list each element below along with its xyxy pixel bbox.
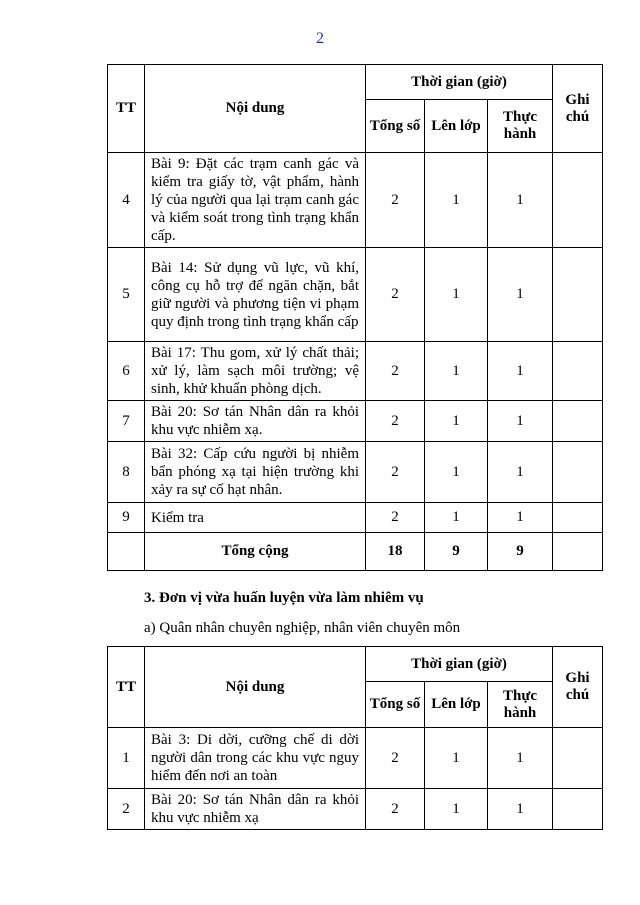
training-schedule-table-2	[107, 646, 603, 830]
row-thuc-hanh: 1	[488, 248, 553, 342]
row-ghi-chu	[553, 728, 603, 789]
total-blank	[108, 533, 145, 571]
header-tong-so: Tổng số	[366, 682, 425, 728]
table-row	[108, 401, 603, 442]
table-row	[108, 153, 603, 248]
row-tt: 8	[108, 442, 145, 503]
row-ghi-chu	[553, 789, 603, 830]
row-tong-so: 2	[366, 153, 425, 248]
row-tong-so: 2	[366, 401, 425, 442]
row-len-lop: 1	[425, 442, 488, 503]
header-tt: TT	[108, 65, 145, 153]
row-ghi-chu	[553, 153, 603, 248]
row-tong-so: 2	[366, 728, 425, 789]
row-content: Bài 20: Sơ tán Nhân dân ra khỏi khu vực nhiễm xạ.	[145, 401, 366, 442]
row-content: Bài 14: Sử dụng vũ lực, vũ khí, công cụ hỗ trợ để ngăn chặn, bắt giữ người và phương tiện vi phạm quy định trong tình trạng khẩn cấp	[145, 248, 366, 342]
table-row	[108, 342, 603, 401]
row-content: Bài 20: Sơ tán Nhân dân ra khỏi khu vực nhiễm xạ	[145, 789, 366, 830]
row-tt: 6	[108, 342, 145, 401]
row-thuc-hanh: 1	[488, 442, 553, 503]
row-content: Bài 17: Thu gom, xử lý chất thải; xử lý, làm sạch môi trường; vệ sinh, khử khuẩn phòng dịch.	[145, 342, 366, 401]
table-row	[108, 728, 603, 789]
row-thuc-hanh: 1	[488, 153, 553, 248]
row-thuc-hanh: 1	[488, 728, 553, 789]
row-tong-so: 2	[366, 342, 425, 401]
row-len-lop: 1	[425, 789, 488, 830]
row-tong-so: 2	[366, 442, 425, 503]
row-tt: 9	[108, 503, 145, 533]
row-len-lop: 1	[425, 728, 488, 789]
total-label: Tổng cộng	[145, 533, 366, 571]
header-tong-so: Tổng số	[366, 100, 425, 153]
header-ghi-chu: Ghi chú	[553, 65, 603, 153]
row-tt: 2	[108, 789, 145, 830]
row-len-lop: 1	[425, 401, 488, 442]
header-ghi-chu: Ghi chú	[553, 647, 603, 728]
row-tt: 5	[108, 248, 145, 342]
header-thoi-gian: Thời gian (giờ)	[366, 647, 553, 682]
row-content: Bài 3: Di dời, cưỡng chế di dời người dân trong các khu vực nguy hiểm đến nơi an toàn	[145, 728, 366, 789]
table-row	[108, 442, 603, 503]
row-len-lop: 1	[425, 248, 488, 342]
subsection-heading: a) Quân nhân chuyên nghiệp, nhân viên chuyên môn	[144, 620, 461, 636]
page-number: 2	[316, 30, 324, 47]
row-tong-so: 2	[366, 503, 425, 533]
total-ghi-chu	[553, 533, 603, 571]
row-len-lop: 1	[425, 503, 488, 533]
row-thuc-hanh: 1	[488, 401, 553, 442]
header-noi-dung: Nội dung	[145, 647, 366, 728]
table-row	[108, 503, 603, 533]
row-content: Bài 32: Cấp cứu người bị nhiễm bẩn phóng xạ tại hiện trường khi xảy ra sự cố hạt nhân.	[145, 442, 366, 503]
table-row	[108, 789, 603, 830]
row-ghi-chu	[553, 342, 603, 401]
row-tt: 4	[108, 153, 145, 248]
row-thuc-hanh: 1	[488, 342, 553, 401]
row-content: Kiểm tra	[145, 503, 366, 533]
row-ghi-chu	[553, 442, 603, 503]
header-thuc-hanh: Thực hành	[488, 682, 553, 728]
row-len-lop: 1	[425, 342, 488, 401]
total-row	[108, 533, 603, 571]
header-len-lop: Lên lớp	[425, 682, 488, 728]
row-ghi-chu	[553, 248, 603, 342]
section-heading: 3. Đơn vị vừa huấn luyện vừa làm nhiêm vụ	[144, 590, 424, 606]
row-len-lop: 1	[425, 153, 488, 248]
row-tong-so: 2	[366, 248, 425, 342]
row-tt: 7	[108, 401, 145, 442]
row-ghi-chu	[553, 503, 603, 533]
row-content: Bài 9: Đặt các trạm canh gác và kiểm tra giấy tờ, vật phẩm, hành lý của người qua lại trạm canh gác và kiểm soát trong tình trạng khẩn cấp.	[145, 153, 366, 248]
table-row	[108, 248, 603, 342]
row-tt: 1	[108, 728, 145, 789]
total-thuc-hanh: 9	[488, 533, 553, 571]
header-len-lop: Lên lớp	[425, 100, 488, 153]
row-tong-so: 2	[366, 789, 425, 830]
total-len-lop: 9	[425, 533, 488, 571]
header-thuc-hanh: Thực hành	[488, 100, 553, 153]
header-tt: TT	[108, 647, 145, 728]
header-thoi-gian: Thời gian (giờ)	[366, 65, 553, 100]
training-schedule-table-1	[107, 64, 603, 571]
header-noi-dung: Nội dung	[145, 65, 366, 153]
row-ghi-chu	[553, 401, 603, 442]
row-thuc-hanh: 1	[488, 503, 553, 533]
total-tong-so: 18	[366, 533, 425, 571]
row-thuc-hanh: 1	[488, 789, 553, 830]
